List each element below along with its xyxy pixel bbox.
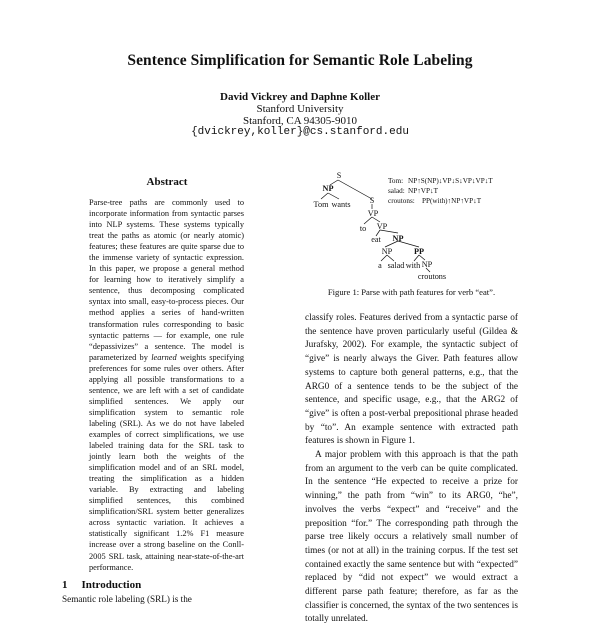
path-feature-label: salad: — [388, 187, 405, 195]
abstract-text-part-1: Parse-tree paths are commonly used to incorporate information from syntactic parses into NLP systems. These systems typically treat the paths as atomic (or nearly atomic) features; these features are quite sparse due to the immense variety of syntactic expression. In this paper, we propose a general method for learning how to iteratively simplify a sentence, thus decomposing complicated syntax into small, easy-to-process pieces. Our method applies a series of hand-written transformation rules corresponding to basic syntactic patterns — for example, one rule “depassivizes” a sentence. The model is parameterized by — [89, 198, 244, 362]
path-feature-label: croutons: — [388, 197, 415, 205]
paper-title: Sentence Simplification for Semantic Role Labeling — [127, 52, 473, 69]
tree-node: NP — [392, 234, 404, 243]
abstract-text-part-2: weights specifying preferences for some rules over others. After applying all possible transformations to a sentence, we are left with a set of candidate simplified sentences. We apply our simplification system to semantic role labeling (SRL). As we do not have labeled examples of correct simplifications, we use labeled training data for the SRL task to jointly learn both the weights of the simplification model and of an SRL model, treating the simplification as a hidden variable. By extracting and labeling simplified sentences, this combined simplification/SRL system better generalizes across syntactic variation. It achieves a statistically significant 1.2% F1 measure increase over a strong baseline on the Conll-2005 SRL task, attaining near-state-of-the-art performance. — [89, 352, 244, 572]
section-title: Introduction — [81, 579, 142, 591]
paragraph: classify roles. Features derived from a syntactic parse of the sentence have proven particularly useful (Gildea & Jurafsky, 2002). For example, the syntactic subject of “give” is nearly always the Giver. Path features allow systems to capture both general patterns, e.g., that the ARG0 of a sentence tends to be the subject of the sentence, and specific usage, e.g., that the ARG2 of “give” is often a post-verbal prepositional phrase headed by “to”. An example sentence with extracted path features is shown in Figure 1. — [305, 313, 518, 447]
abstract-italic-word: learned — [151, 352, 177, 362]
tree-node: NP — [421, 260, 433, 269]
path-feature-value: NP↑S(NP)↓VP↓S↓VP↓VP↓T — [408, 177, 493, 185]
tree-node: S — [369, 196, 375, 205]
tree-leaf: croutons — [417, 272, 447, 280]
tree-leaf: wants — [331, 200, 351, 209]
tree-node: S — [336, 171, 342, 180]
tree-leaf: Tom — [313, 200, 329, 209]
path-feature-value: NP↑VP↓T — [408, 187, 438, 195]
section-first-line: Semantic role labeling (SRL) is the — [62, 594, 192, 604]
tree-node: NP — [322, 184, 334, 193]
parse-tree-figure — [305, 168, 520, 280]
tree-leaf: a — [378, 261, 382, 270]
paper-authors: David Vickrey and Daphne Koller — [220, 91, 380, 103]
path-feature-value: PP(with)↑NP↑VP↓T — [422, 197, 482, 205]
affiliation-line-2: Stanford, CA 94305-9010 — [243, 115, 357, 127]
section-heading — [62, 579, 141, 591]
abstract-body — [89, 197, 244, 573]
author-email: {dvickrey,koller}@cs.stanford.edu — [191, 126, 409, 138]
tree-node: NP — [381, 247, 393, 256]
tree-node: VP — [376, 222, 388, 231]
path-feature-label: Tom: — [388, 177, 404, 185]
right-column-body — [305, 312, 518, 627]
tree-leaf: to — [359, 224, 367, 233]
tree-leaf: with — [405, 261, 421, 270]
paragraph: A major problem with this approach is that the path from an argument to the verb can be quite complicated. In the sentence “He expected to receive a prize for winning,” the path from “win” to its ARG0, “he”, involves the verbs “expect” and “receive” and the preposition “for.” The corresponding path through the parse tree likely occurs a relatively small number of times (or not at all) in the training corpus. If the test set contained exactly the same sentence but with “expected” replaced by “did not expect” we would extract a different parse path feature; therefore, as far as the classifier is concerned, the syntax of the two sentences is totally unrelated. — [305, 450, 518, 625]
abstract-heading: Abstract — [146, 176, 188, 188]
tree-node: PP — [413, 247, 425, 256]
tree-leaf: eat — [371, 235, 381, 244]
affiliation-line-1: Stanford University — [256, 103, 344, 115]
tree-node: VP — [367, 209, 379, 218]
section-number: 1 — [62, 579, 68, 591]
figure-caption: Figure 1: Parse with path features for verb “eat”. — [327, 287, 496, 297]
tree-leaf: salad — [387, 261, 405, 270]
